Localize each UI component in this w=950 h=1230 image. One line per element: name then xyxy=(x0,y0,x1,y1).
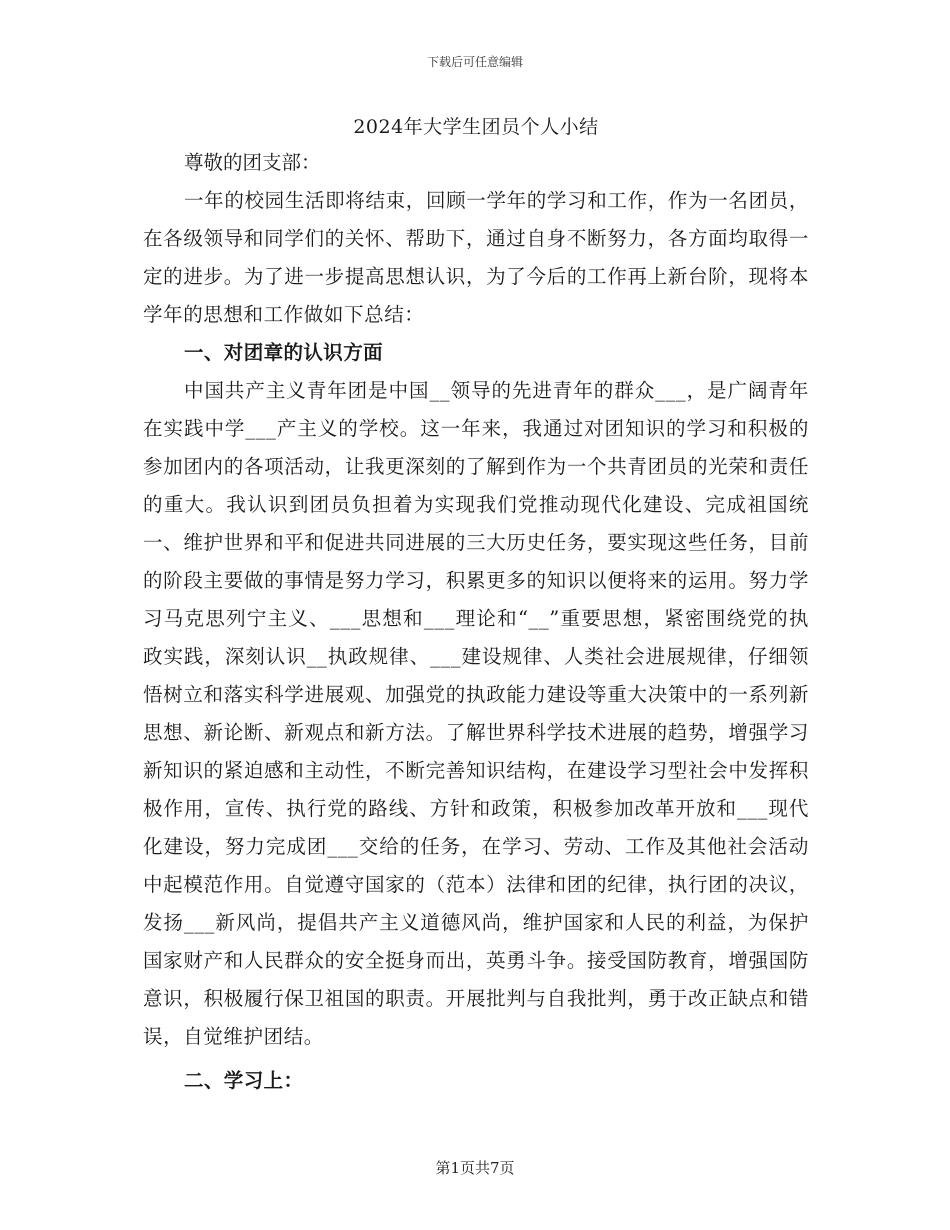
section-1-paragraph: 中国共产主义青年团是中国__领导的先进青年的群众___，是广阔青年在实践中学___产主义的学校。这一年来，我通过对团知识的学习和积极的参加团内的各项活动，让我更深刻的了解到作为一个共青团员的光荣和责任的重大。我认识到团员负担着为实现我们党推动现代化建设、完成祖国统一、维护世界和平和促进共同进展的三大历史任务，要实现这些任务，目前的阶段主要做的事情是努力学习，积累更多的知识以便将来的运用。努力学习马克思列宁主义、___思想和___理论和“__”重要思想，紧密围绕党的执政实践，深刻认识__执政规律、___建设规律、人类社会进展规律，仔细领悟树立和落实科学进展观、加强党的执政能力建设等重大决策中的一系列新思想、新论断、新观点和新方法。了解世界科学技术进展的趋势，增强学习新知识的紧迫感和主动性，不断完善知识结构，在建设学习型社会中发挥积极作用，宣传、执行党的路线、方针和政策，积极参加改革开放和___现代化建设，努力完成团___交给的任务，在学习、劳动、工作及其他社会活动中起模范作用。自觉遵守国家的（范本）法律和团的纪律，执行团的决议，发扬___新风尚，提倡共产主义道德风尚，维护国家和人民的利益，为保护国家财产和人民群众的安全挺身而出，英勇斗争。接受国防教育，增强国防意识，积极履行保卫祖国的职责。开展批判与自我批判，勇于改正缺点和错误，自觉维护团结。 xyxy=(143,379,809,1048)
page-footer-indicator: 第1页共7页 xyxy=(435,1159,515,1177)
document-title: 2024年大学生团员个人小结 xyxy=(353,116,599,138)
section-heading-1: 一、对团章的认识方面 xyxy=(184,341,384,364)
document-body xyxy=(143,112,809,1100)
page-header-note: 下载后可任意编辑 xyxy=(426,55,523,69)
intro-paragraph: 一年的校园生活即将结束，回顾一学年的学习和工作，作为一名团员，在各级领导和同学们的关怀、帮助下，通过自身不断努力，各方面均取得一定的进步。为了进一步提高思想认识，为了今后的工作再上新台阶，现将本学年的思想和工作做如下总结： xyxy=(143,189,809,326)
salutation: 尊敬的团支部： xyxy=(184,151,321,174)
section-heading-2: 二、学习上： xyxy=(184,1069,304,1092)
